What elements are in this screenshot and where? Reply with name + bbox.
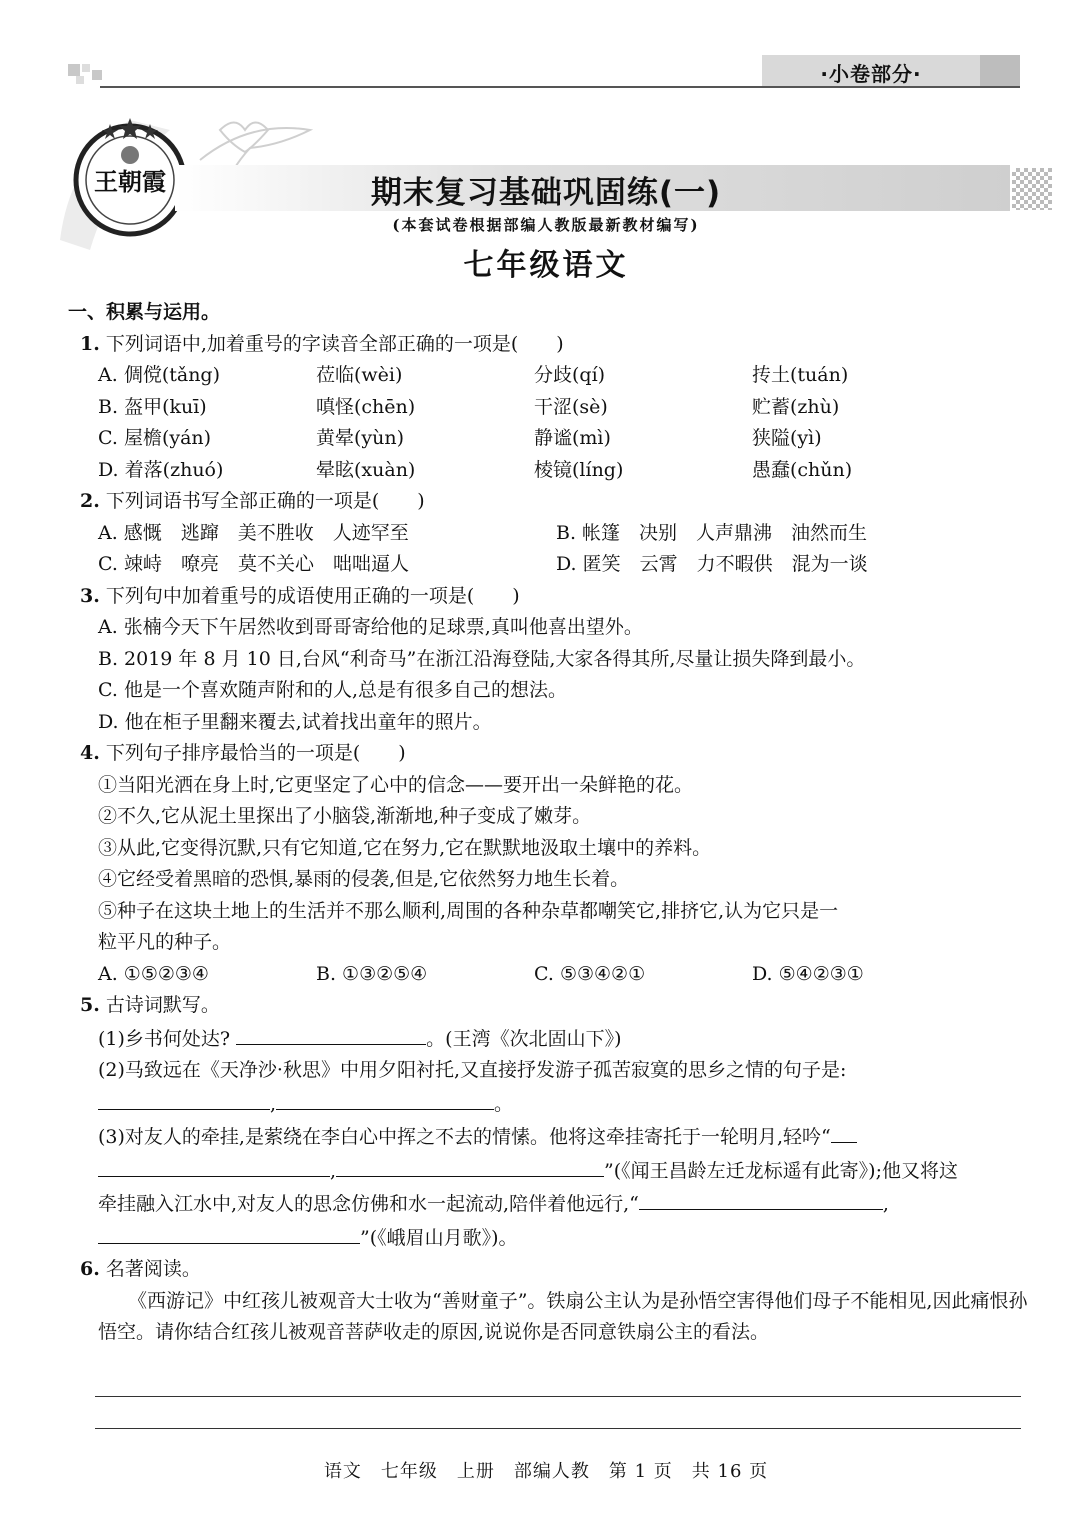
decor-square [82, 64, 90, 72]
q4-sentence: ②不久,它从泥土里探出了小脑袋,渐渐地,种子变成了嫩芽。 [98, 805, 592, 827]
tab-shade [980, 55, 1020, 87]
question-3 [68, 581, 1028, 613]
q4-sentence: ⑤种子在这块土地上的生活并不那么顺利,周围的各种杂草都嘲笑它,排挤它,认为它只是一 [98, 899, 839, 922]
answer-blank[interactable] [98, 1087, 270, 1110]
option-a: A. 感慨 逃蹿 美不胜收 人迹罕至 [98, 521, 409, 544]
question-1 [68, 329, 1028, 361]
page-footer: 语文 七年级 上册 部编人教 第 1 页 共 16 页 [323, 1461, 769, 1482]
answer-blank[interactable] [98, 1221, 360, 1244]
question-stem: 名著阅读。 [105, 1258, 201, 1280]
answer-blank[interactable] [276, 1087, 494, 1110]
logo-text: 王朝霞 [94, 167, 166, 196]
decor-square [76, 76, 84, 84]
option-b: B. 帐篷 决别 人声鼎沸 油然而生 [556, 521, 868, 544]
answer-blank[interactable] [336, 1154, 604, 1177]
q5-part-1: (1)乡书何处达? 。(王湾《次北固山下》) [68, 1022, 1028, 1056]
q4-sentence: ④它经受着黑暗的恐惧,暴雨的侵袭,但是,它依然努力地生长着。 [98, 868, 630, 890]
question-4 [68, 738, 1028, 770]
answer-blank[interactable] [236, 1022, 426, 1045]
q1-option-c: C. 屋檐(yán) 黄晕(yùn) 静谧(mì) 狭隘(yì) [98, 427, 822, 449]
q5-part-3-line2: , ”(《闻王昌龄左迁龙标遥有此寄》);他又将这 [68, 1154, 1028, 1188]
grade-title: 七年级语文 [463, 248, 629, 283]
q1-option-d: D. 着落(zhuó) 晕眩(xuàn) 棱镜(líng) 愚蠢(chǔn) [98, 458, 853, 481]
q2-options-cd [68, 549, 1028, 581]
question-stem: 下列句中加着重号的成语使用正确的一项是( ) [105, 584, 520, 607]
page-subtitle: (本套试卷根据部编人教版最新教材编写) [392, 216, 700, 234]
question-number: 6. [80, 1258, 100, 1280]
q3-option-c: C. 他是一个喜欢随声附和的人,总是有很多自己的想法。 [98, 679, 567, 701]
q4-sentence: ①当阳光洒在身上时,它更坚定了心中的信念——要开出一朵鲜艳的花。 [98, 773, 694, 796]
section-tab-label: ·小卷部分· [820, 62, 922, 86]
q3-option-a: A. 张楠今天下午居然收到哥哥寄给他的足球票,真叫他喜出望外。 [98, 616, 643, 638]
q3-option-d: D. 他在柜子里翻来覆去,试着找出童年的照片。 [98, 710, 492, 733]
option-c: C. ⑤③④②① [534, 962, 646, 985]
decor-square [68, 64, 80, 76]
answer-blank[interactable] [98, 1154, 330, 1177]
option-d: D. ⑤④②③① [752, 962, 864, 985]
decor-square [92, 70, 102, 80]
q3-option-b: B. 2019 年 8 月 10 日,台风“利奇马”在浙江沿海登陆,大家各得其所,尽量让损失降到最小。 [98, 647, 866, 670]
q5-part-2: (2)马致远在《天净沙·秋思》中用夕阳衬托,又直接抒发游子孤苦寂寞的思乡之情的句子是: [98, 1059, 847, 1081]
q2-options-ab [68, 518, 1028, 550]
question-number: 2. [80, 490, 100, 512]
header-rule [100, 86, 1020, 88]
q5-part-3-line4: ”(《峨眉山月歌》)。 [68, 1221, 1028, 1255]
q4-sentence: ③从此,它变得沉默,只有它知道,它在努力,它在默默地汲取土壤中的养料。 [98, 836, 712, 859]
answer-blank[interactable] [639, 1187, 883, 1210]
q5-part-2-blanks: , 。 [68, 1087, 1028, 1121]
question-body [68, 297, 1028, 1349]
q1-option-b: B. 盔甲(kuī) 嗔怪(chēn) 干涩(sè) 贮蓄(zhù) [98, 395, 840, 418]
q4-sentence: 粒平凡的种子。 [98, 931, 232, 953]
q1-option-a: A. 倜傥(tǎng) 莅临(wèi) 分歧(qí) 抟土(tuán) [98, 364, 849, 386]
q5-part-3-line3: 牵挂融入江水中,对友人的思念仿佛和水一起流动,陪伴着他远行,“ , [68, 1187, 1028, 1221]
section-tab [762, 55, 1020, 87]
question-stem: 古诗词默写。 [105, 994, 220, 1016]
option-a: A. ①⑤②③④ [98, 962, 209, 985]
q5-part-3: (3)对友人的牵挂,是萦绕在李白心中挥之不去的情愫。他将这牵挂寄托于一轮明月,轻吟“ [68, 1120, 1028, 1154]
section-heading: 一、积累与运用。 [68, 301, 221, 323]
option-b: B. ①③②⑤④ [316, 962, 428, 985]
answer-line[interactable] [95, 1396, 1021, 1397]
question-stem: 下列词语书写全部正确的一项是( ) [105, 490, 425, 512]
question-2 [68, 486, 1028, 518]
option-c: C. 竦峙 嘹亮 莫不关心 咄咄逼人 [98, 553, 409, 575]
question-number: 4. [80, 742, 100, 764]
option-d: D. 匿笑 云霄 力不暇供 混为一谈 [556, 553, 868, 575]
question-number: 3. [80, 584, 100, 607]
question-stem: 下列句子排序最恰当的一项是( ) [105, 742, 406, 764]
question-6 [68, 1254, 1028, 1286]
question-number: 1. [80, 332, 100, 355]
q4-options [68, 959, 1028, 991]
question-number: 5. [80, 994, 100, 1016]
question-5 [68, 990, 1028, 1022]
answer-blank[interactable] [831, 1120, 857, 1143]
question-stem: 下列词语中,加着重号的字读音全部正确的一项是( ) [105, 332, 564, 355]
q6-passage: 《西游记》中红孩儿被观音大士收为“善财童子”。铁扇公主认为是孙悟空害得他们母子不能相见,因此痛恨孙悟空。请你结合红孩儿被观音菩萨收走的原因,说说你是否同意铁扇公主的看法。 [98, 1289, 1028, 1343]
page-title: 期末复习基础巩固练(一) [370, 175, 722, 211]
answer-line[interactable] [95, 1428, 1021, 1429]
